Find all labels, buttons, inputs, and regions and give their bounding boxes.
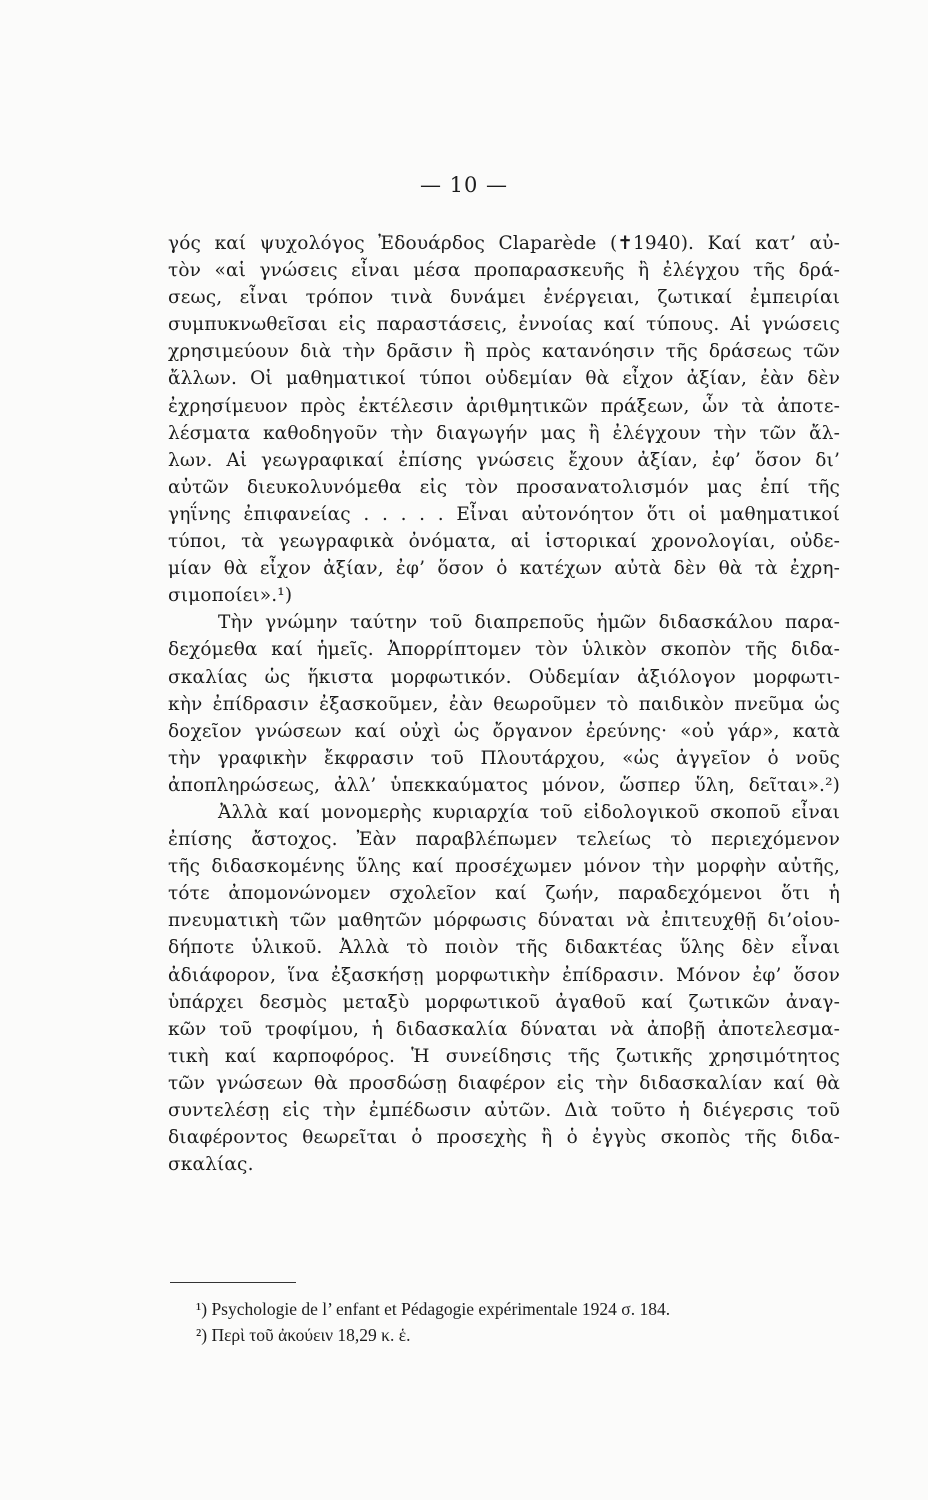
text-line: ὑπάρχει δεσμὸς μεταξὺ μορφωτικοῦ ἀγαθοῦ καί ζωτικῶν ἀναγ- <box>168 991 840 1013</box>
text-line: λέσματα καθοδηγοῦν τὴν διαγωγήν μας ἢ ἐλέγχουν τὴν τῶν ἄλ- <box>168 422 840 444</box>
text-line: χρησιμεύουν διὰ τὴν δρᾶσιν ἢ πρὸς κατανόησιν τῆς δράσεως τῶν <box>168 341 840 363</box>
text-line: λων. Αἱ γεωγραφικαί ἐπίσης γνώσεις ἔχουν ἀξίαν, ἐφ’ ὅσον δι’ <box>168 449 840 471</box>
text-line: γηΐνης ἐπιφανείας . . . . . Εἶναι αὐτονόητον ὅτι οἱ μαθηματικοί <box>168 503 840 525</box>
text-line: σκαλίας. <box>168 1154 254 1176</box>
text-line: τότε ἀπομονώνομεν σχολεῖον καί ζωήν, παραδεχόμενοι ὅτι ἡ <box>168 883 840 905</box>
text-line: τῶν γνώσεων θὰ προσδώσῃ διαφέρον εἰς τὴν διδασκαλίαν καί θὰ <box>168 1072 840 1094</box>
text-line: σεως, εἶναι τρόπον τινὰ δυνάμει ἐνέργειαι, ζωτικαί ἐμπειρίαι <box>168 287 840 309</box>
body-text <box>168 230 840 1178</box>
text-line: τύποι, τὰ γεωγραφικὰ ὀνόματα, αἱ ἱστορικαί χρονολογίαι, οὐδε- <box>168 531 840 553</box>
footnote-2: ²) Περὶ τοῦ ἀκούειν 18,29 κ. ἑ. <box>196 1325 411 1345</box>
text-line: ἀδιάφορον, ἵνα ἐξασκήσῃ μορφωτικὴν ἐπίδρασιν. Μόνον ἐφ’ ὅσον <box>168 964 840 986</box>
text-line: τὸν «αἱ γνώσεις εἶναι μέσα προπαρασκευῆς ἢ ἐλέγχου τῆς δρά- <box>168 260 840 282</box>
text-line: κὴν ἐπίδρασιν ἐξασκοῦμεν, ἐὰν θεωροῦμεν τὸ παιδικὸν πνεῦμα ὡς <box>168 693 840 715</box>
text-line: μίαν θὰ εἶχον ἀξίαν, ἐφ’ ὅσον ὁ κατέχων αὐτὰ δὲν θὰ τὰ ἐχρη- <box>168 558 840 580</box>
text-line: διαφέροντος θεωρεῖται ὁ προσεχὴς ἢ ὁ ἐγγὺς σκοπὸς τῆς διδα- <box>168 1127 840 1149</box>
text-line: Τὴν γνώμην ταύτην τοῦ διαπρεποῦς ἡμῶν διδασκάλου παρα- <box>218 612 840 634</box>
text-line: συμπυκνωθεῖσαι εἰς παραστάσεις, ἐννοίας καί τύπους. Αἱ γνώσεις <box>168 314 840 336</box>
text-line: τὴν γραφικὴν ἔκφρασιν τοῦ Πλουτάρχου, «ὡς ἀγγεῖον ὁ νοῦς <box>168 747 840 769</box>
page-number: — 10 — <box>419 173 509 197</box>
footnote-divider <box>170 1282 296 1283</box>
footnotes <box>196 1296 836 1348</box>
text-line: δοχεῖον γνώσεων καί οὐχὶ ὡς ὄργανον ἐρεύνης· «οὐ γάρ», κατὰ <box>168 720 840 742</box>
text-line: δεχόμεθα καί ἡμεῖς. Ἀπορρίπτομεν τὸν ὑλικὸν σκοπὸν τῆς διδα- <box>168 639 840 661</box>
text-line: αὐτῶν διευκολυνόμεθα εἰς τὸν προσανατολισμόν μας ἐπί τῆς <box>168 476 840 498</box>
text-line: ἄλλων. Οἱ μαθηματικοί τύποι οὐδεμίαν θὰ εἶχον ἀξίαν, ἐὰν δὲν <box>168 368 840 390</box>
text-line: συντελέσῃ εἰς τὴν ἐμπέδωσιν αὐτῶν. Διὰ τοῦτο ἡ διέγερσις τοῦ <box>168 1100 840 1121</box>
text-line: πνευματικὴ τῶν μαθητῶν μόρφωσις δύναται νὰ ἐπιτευχθῇ δι’οἱου- <box>168 910 840 932</box>
text-line: σιμοποίει».¹) <box>168 585 293 607</box>
text-line: Ἀλλὰ καί μονομερὴς κυριαρχία τοῦ εἰδολογικοῦ σκοποῦ εἶναι <box>218 801 840 823</box>
text-line: ἐπίσης ἄστοχος. Ἐὰν παραβλέπωμεν τελείως τὸ περιεχόμενον <box>168 829 840 851</box>
text-line: γός καί ψυχολόγος Ἐδουάρδος Claparède (✝1940). Καί κατ’ αὐ- <box>168 233 840 254</box>
text-line: σκαλίας ὡς ἥκιστα μορφωτικόν. Οὐδεμίαν ἀξιόλογον μορφωτι- <box>168 666 840 688</box>
text-line: τικὴ καί καρποφόρος. Ἡ συνείδησις τῆς ζωτικῆς χρησιμότητος <box>168 1045 840 1067</box>
text-line: δήποτε ὑλικοῦ. Ἀλλὰ τὸ ποιὸν τῆς διδακτέας ὕλης δὲν εἶναι <box>168 937 840 959</box>
text-line: τῆς διδασκομένης ὕλης καί προσέχωμεν μόνον τὴν μορφὴν αὐτῆς, <box>168 856 840 878</box>
text-line: κῶν τοῦ τροφίμου, ἡ διδασκαλία δύναται νὰ ἀποβῇ ἀποτελεσμα- <box>168 1018 840 1040</box>
text-line: ἀποπληρώσεως, ἀλλ’ ὑπεκκαύματος μόνον, ὥσπερ ὕλη, δεῖται».²) <box>168 774 840 796</box>
text-line: ἐχρησίμευον πρὸς ἐκτέλεσιν ἀριθμητικῶν πράξεων, ὧν τὰ ἀποτε- <box>168 395 840 417</box>
footnote-1: ¹) Psychologie de l’ enfant et Pédagogie expérimentale 1924 σ. 184. <box>196 1299 671 1319</box>
